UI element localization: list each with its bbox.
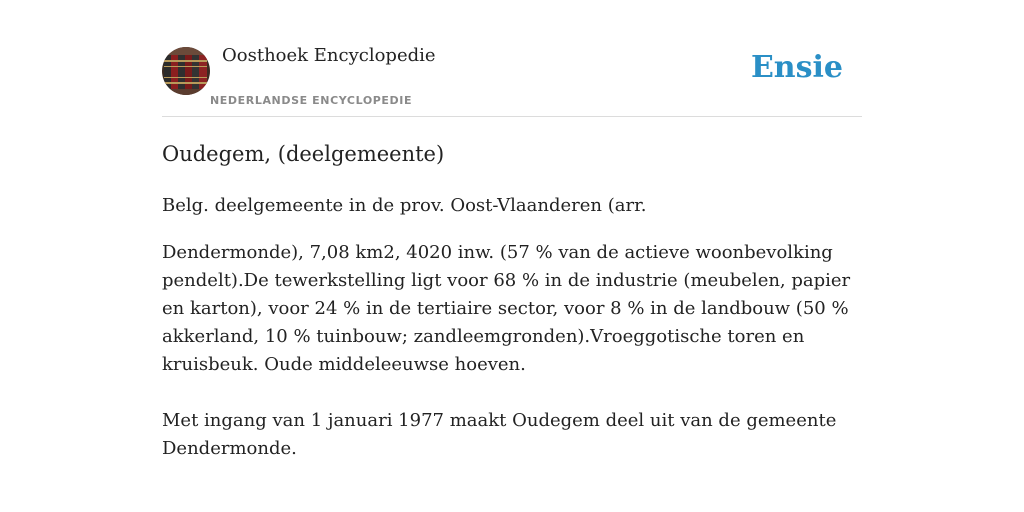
encyclopedia-books-icon[interactable] (162, 47, 210, 95)
site-title[interactable]: Oosthoek Encyclopedie (222, 45, 436, 66)
site-header (162, 0, 862, 117)
site-subtitle: NEDERLANDSE ENCYCLOPEDIE (210, 94, 413, 107)
entry-paragraph: Met ingang van 1 januari 1977 maakt Oudegem deel uit van de gemeente Dendermonde. (162, 410, 837, 459)
entry-paragraph: Belg. deelgemeente in de prov. Oost-Vlaanderen (arr. (162, 195, 647, 216)
entry-title: Oudegem, (deelgemeente) (162, 142, 445, 166)
entry-paragraph: Dendermonde), 7,08 km2, 4020 inw. (57 % van de actieve woonbevolking pendelt).De tewerkstelling ligt voor 68 % in de industrie (meubelen, papier en karton), voor 24 % in de tertiaire sector, voor 8 % in de landbouw (50 % akkerland, 10 % tuinbouw; zandleemgronden).Vroeggotische toren en kruisbeuk. Oude middeleeuwse hoeven. (162, 242, 851, 375)
entry-content (162, 138, 862, 463)
ensie-logo[interactable]: Ensie (750, 50, 843, 85)
